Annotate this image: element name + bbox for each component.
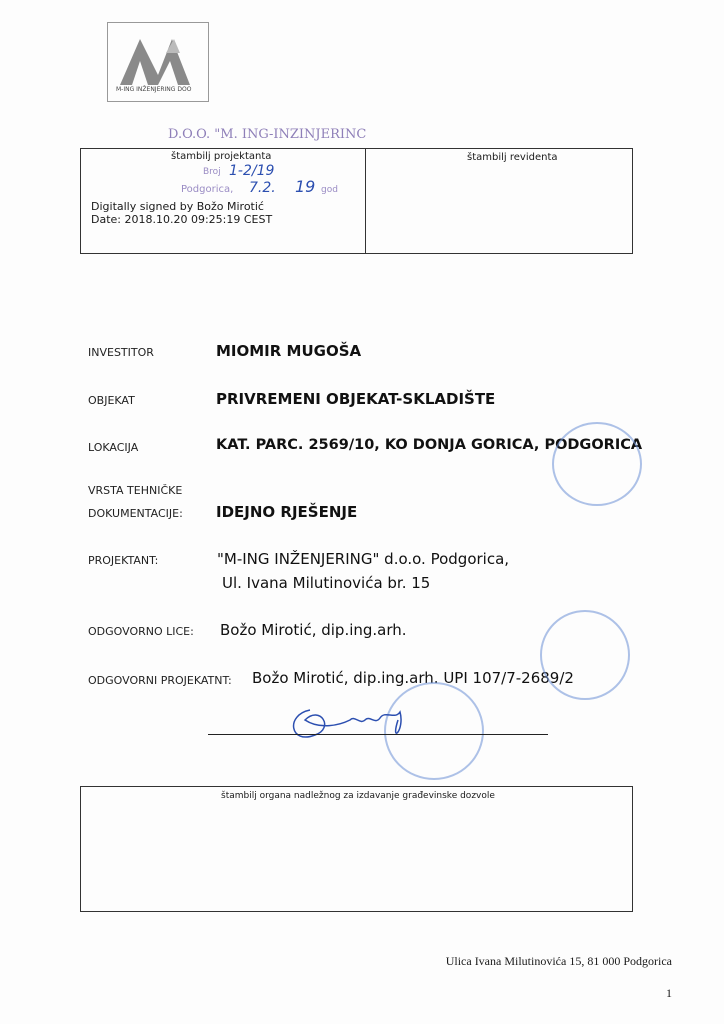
- place-label: Podgorica,: [181, 184, 234, 195]
- handwritten-signature-icon: [280, 690, 420, 750]
- company-stamp-header: D.O.O. "M. ING-INZINJERINC: [168, 127, 367, 142]
- company-round-stamp-icon: [552, 422, 642, 506]
- field-value-projektant-address: Ul. Ivana Milutinovića br. 15: [222, 574, 431, 592]
- broj-label: Broj: [203, 167, 221, 177]
- field-value-documentation: IDEJNO RJEŠENJE: [216, 503, 358, 521]
- field-label-odgovorno-lice: ODGOVORNO LICE:: [88, 625, 194, 638]
- logo: [107, 22, 209, 102]
- field-label-odgovorni-projektant: ODGOVORNI PROJEKATNT:: [88, 674, 232, 687]
- field-value-investitor: MIOMIR MUGOŠA: [216, 342, 362, 360]
- field-value-objekat: PRIVREMENI OBJEKAT-SKLADIŠTE: [216, 390, 496, 408]
- field-label-objekat: OBJEKAT: [88, 394, 135, 407]
- field-value-lokacija: KAT. PARC. 2569/10, KO DONJA GORICA, PODGORICA: [216, 437, 643, 453]
- field-value-odgovorno-lice: Božo Mirotić, dip.ing.arh.: [220, 621, 407, 639]
- digital-signature-line1: Digitally signed by Božo Mirotić: [91, 200, 264, 213]
- year-handwritten: 19: [295, 177, 316, 196]
- field-label-dokumentacije: DOKUMENTACIJE:: [88, 507, 183, 520]
- broj-handwritten: 1-2/19: [229, 163, 275, 179]
- field-value-projektant: "M-ING INŽENJERING" d.o.o. Podgorica,: [217, 550, 510, 568]
- authority-stamp-title: štambilj organa nadležnog za izdavanje građevinske dozvole: [221, 791, 495, 801]
- company-round-stamp-icon: [540, 610, 630, 700]
- page-number: 1: [666, 986, 672, 1000]
- date-handwritten: 7.2.: [249, 180, 276, 196]
- field-value-odgovorni-projektant: Božo Mirotić, dip.ing.arh. UPI 107/7-2689/2: [252, 669, 574, 687]
- field-label-lokacija: LOKACIJA: [88, 441, 139, 454]
- reviewer-stamp-title: štambilj revidenta: [467, 152, 558, 163]
- field-label-vrsta: VRSTA TEHNIČKE: [88, 484, 183, 497]
- footer-address: Ulica Ivana Milutinovića 15, 81 000 Podgorica: [445, 954, 672, 968]
- digital-signature-line2: Date: 2018.10.20 09:25:19 CEST: [91, 213, 273, 226]
- table-divider: [365, 149, 366, 253]
- field-label-investitor: INVESTITOR: [88, 346, 154, 359]
- top-stamp-table: [80, 148, 633, 254]
- year-suffix: god: [321, 185, 338, 195]
- logo-company-name: M-ING INŽENJERING DOO: [116, 86, 192, 93]
- field-label-projektant: PROJEKTANT:: [88, 554, 159, 567]
- authority-stamp-box: [80, 786, 633, 912]
- signature-line: [208, 734, 548, 735]
- designer-stamp-title: štambilj projektanta: [171, 151, 272, 162]
